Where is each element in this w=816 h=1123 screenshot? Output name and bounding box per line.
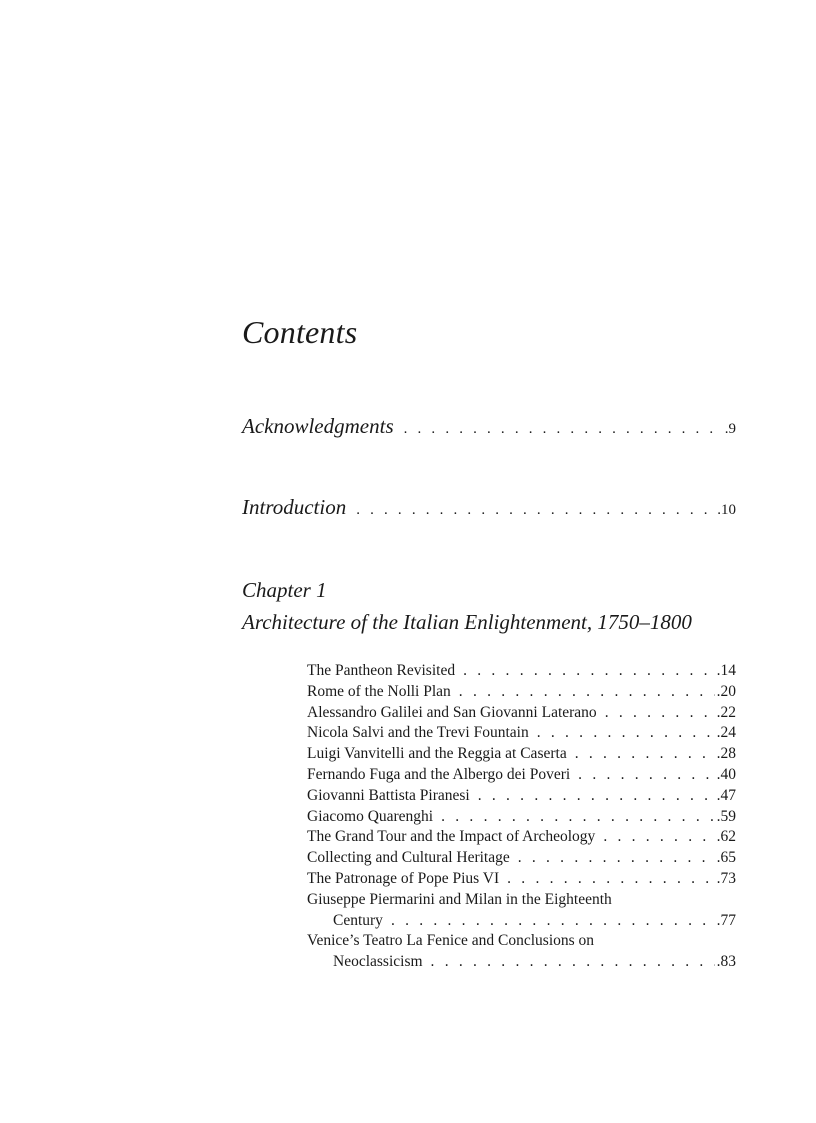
toc-page-number: .47 <box>716 786 736 804</box>
dot-leader <box>431 952 715 973</box>
toc-section-item-wrapped[interactable] <box>307 931 736 973</box>
toc-entry-introduction[interactable] <box>242 493 736 524</box>
toc-page-number: .77 <box>716 911 736 929</box>
dot-leader <box>391 911 715 932</box>
toc-page-number: .73 <box>716 869 736 887</box>
dot-leader <box>603 827 714 848</box>
toc-section-item[interactable] <box>307 744 736 765</box>
dot-leader <box>478 786 715 807</box>
toc-section-label: Giovanni Battista Piranesi <box>307 786 470 804</box>
dot-leader <box>463 661 715 682</box>
toc-section-label: Fernando Fuga and the Albergo dei Poveri <box>307 765 571 783</box>
toc-section-label: The Pantheon Revisited <box>307 662 456 679</box>
toc-section-item[interactable] <box>307 765 736 786</box>
toc-section-label: Alessandro Galilei and San Giovanni Laterano <box>307 703 597 721</box>
dot-leader <box>537 723 715 744</box>
toc-section-label: Luigi Vanvitelli and the Reggia at Caserta <box>307 745 567 763</box>
toc-page-number: .20 <box>716 682 736 700</box>
toc-section-item[interactable] <box>307 807 736 828</box>
dot-leader <box>507 869 714 890</box>
toc-page-number: .9 <box>724 421 736 437</box>
dot-leader <box>578 765 714 786</box>
toc-section-label: Nicola Salvi and the Trevi Fountain <box>307 724 529 742</box>
toc-section-item[interactable] <box>307 848 736 869</box>
dot-leader <box>459 682 715 703</box>
toc-section-label: The Patronage of Pope Pius VI <box>307 869 500 887</box>
toc-entry-label: Acknowledgments <box>242 414 394 438</box>
chapter-label: Chapter 1 <box>242 578 327 602</box>
dot-leader <box>518 848 715 869</box>
toc-section-continuation <box>307 911 736 932</box>
toc-page-number: .65 <box>716 849 736 867</box>
toc-section-item[interactable] <box>307 661 736 682</box>
toc-section-item[interactable] <box>307 786 736 807</box>
toc-page-number: .28 <box>716 745 736 763</box>
dot-leader <box>356 496 713 524</box>
dot-leader <box>441 807 715 828</box>
toc-page-number: .10 <box>717 502 736 518</box>
toc-section-item[interactable] <box>307 703 736 724</box>
page-title: Contents <box>242 314 358 350</box>
toc-page-number: .40 <box>716 765 736 783</box>
toc-page-number: .62 <box>716 828 736 846</box>
chapter-title[interactable]: Architecture of the Italian Enlightenment, 1750–1800 <box>242 610 692 634</box>
toc-section-label-continued: Neoclassicism <box>333 953 423 971</box>
toc-page-number: .83 <box>716 953 736 971</box>
toc-page-number: .59 <box>716 807 736 825</box>
toc-page-number: .14 <box>716 662 736 679</box>
toc-section-item[interactable] <box>307 723 736 744</box>
toc-section-label: Rome of the Nolli Plan <box>307 682 451 700</box>
toc-entry-label: Introduction <box>242 495 347 519</box>
toc-page-number: .24 <box>716 724 736 742</box>
dot-leader <box>404 415 721 443</box>
chapter-section-list <box>307 661 736 973</box>
toc-section-item[interactable] <box>307 682 736 703</box>
toc-page-number: .22 <box>716 703 736 721</box>
toc-section-continuation <box>307 952 736 973</box>
toc-section-item[interactable] <box>307 869 736 890</box>
toc-section-label: Collecting and Cultural Heritage <box>307 849 510 867</box>
toc-section-label: Venice’s Teatro La Fenice and Conclusions on <box>307 932 595 950</box>
toc-section-item-wrapped[interactable] <box>307 890 736 932</box>
toc-section-label-continued: Century <box>333 911 383 929</box>
toc-section-label: Giuseppe Piermarini and Milan in the Eighteenth <box>307 890 612 908</box>
toc-section-label: Giacomo Quarenghi <box>307 807 434 825</box>
toc-entry-acknowledgments[interactable] <box>242 412 736 443</box>
dot-leader <box>605 703 715 724</box>
dot-leader <box>575 744 715 765</box>
toc-section-item[interactable] <box>307 827 736 848</box>
toc-section-label: The Grand Tour and the Impact of Archeology <box>307 828 596 846</box>
